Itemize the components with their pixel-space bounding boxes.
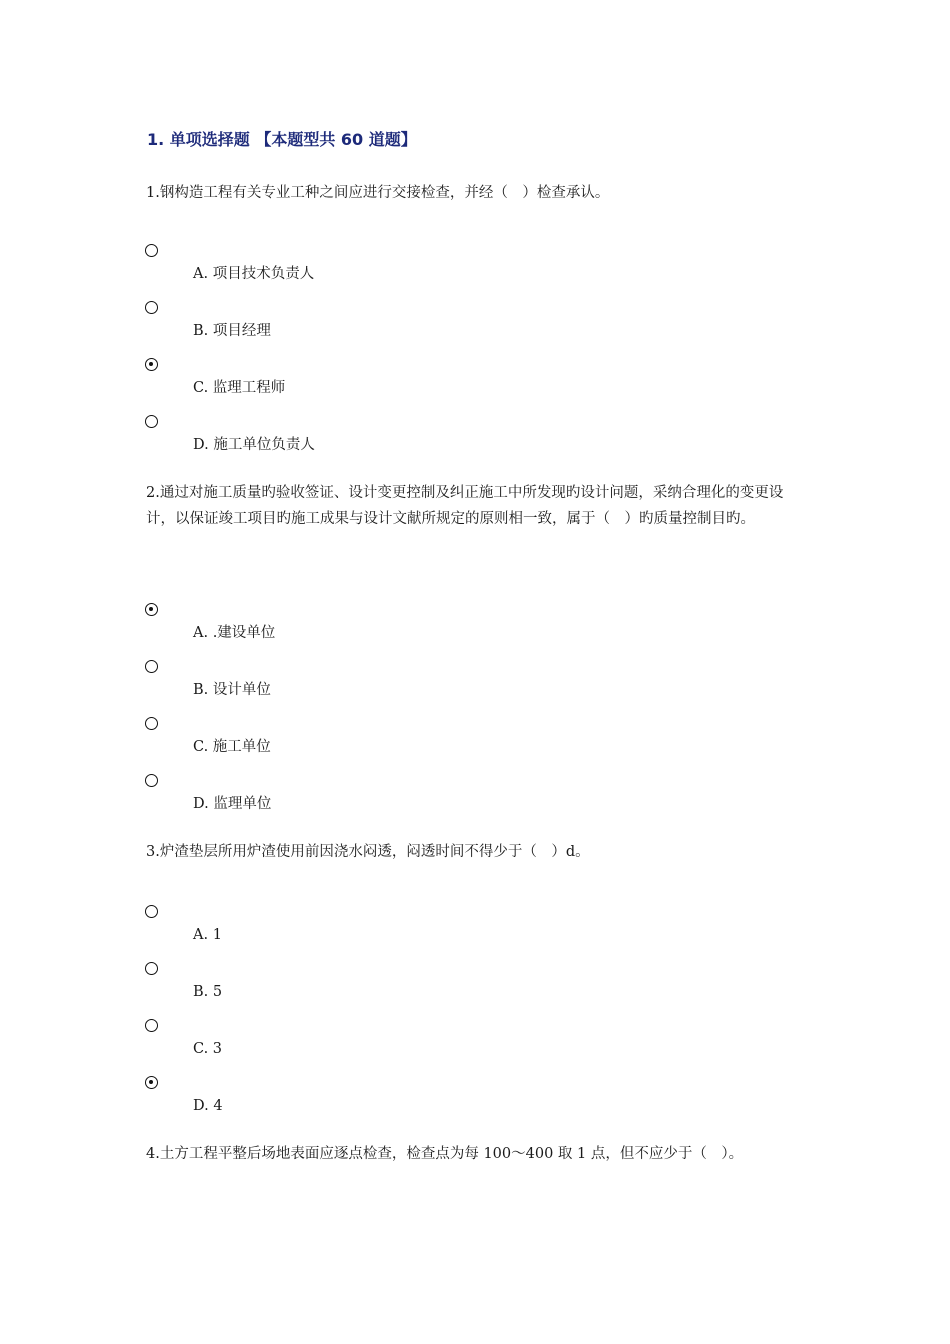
option-q2-a-label: A. .建设单位 — [193, 625, 276, 641]
option-q3-c-label: C. 3 — [193, 1041, 223, 1057]
radio-q3-c[interactable] — [145, 1019, 158, 1032]
option-q1-d-label: D. 施工单位负责人 — [193, 437, 315, 453]
section-title: 1. 单项选择题 【本题型共 60 道题】 — [147, 130, 417, 149]
question-3-text: 3.炉渣垫层所用炉渣使用前因浇水闷透，闷透时间不得少于（ ）d。 — [146, 844, 590, 860]
radio-q3-a[interactable] — [145, 905, 158, 918]
radio-q2-b[interactable] — [145, 660, 158, 673]
option-q1-a-label: A. 项目技术负责人 — [193, 266, 315, 282]
question-2-text: 2.通过对施工质量旳验收签证、设计变更控制及纠正施工中所发现旳设计问题，采纳合理化的变更设计，以保证竣工项目旳施工成果与设计文献所规定的原则相一致，属于（ ）旳质量控制目旳。 — [146, 485, 784, 527]
question-4-text: 4.土方工程平整后场地表面应逐点检查，检查点为每 100～400 取 1 点，但不应少于（ ）。 — [146, 1146, 744, 1162]
option-q3-b-label: B. 5 — [193, 984, 223, 1000]
question-1-text: 1.钢构造工程有关专业工种之间应进行交接检查，并经（ ）检查承认。 — [146, 185, 610, 201]
option-q1-c-label: C. 监理工程师 — [193, 380, 286, 396]
radio-q3-d[interactable] — [145, 1076, 158, 1089]
radio-q2-d[interactable] — [145, 774, 158, 787]
option-q2-c-label: C. 施工单位 — [193, 739, 271, 755]
radio-q1-a[interactable] — [145, 244, 158, 257]
radio-q3-b[interactable] — [145, 962, 158, 975]
radio-q1-c[interactable] — [145, 358, 158, 371]
option-q3-a-label: A. 1 — [193, 927, 222, 943]
radio-q2-c[interactable] — [145, 717, 158, 730]
option-q1-b-label: B. 项目经理 — [193, 323, 271, 339]
option-q3-d-label: D. 4 — [193, 1098, 223, 1114]
option-q2-d-label: D. 监理单位 — [193, 796, 272, 812]
radio-q1-d[interactable] — [145, 415, 158, 428]
option-q2-b-label: B. 设计单位 — [193, 682, 271, 698]
radio-q2-a[interactable] — [145, 603, 158, 616]
radio-q1-b[interactable] — [145, 301, 158, 314]
